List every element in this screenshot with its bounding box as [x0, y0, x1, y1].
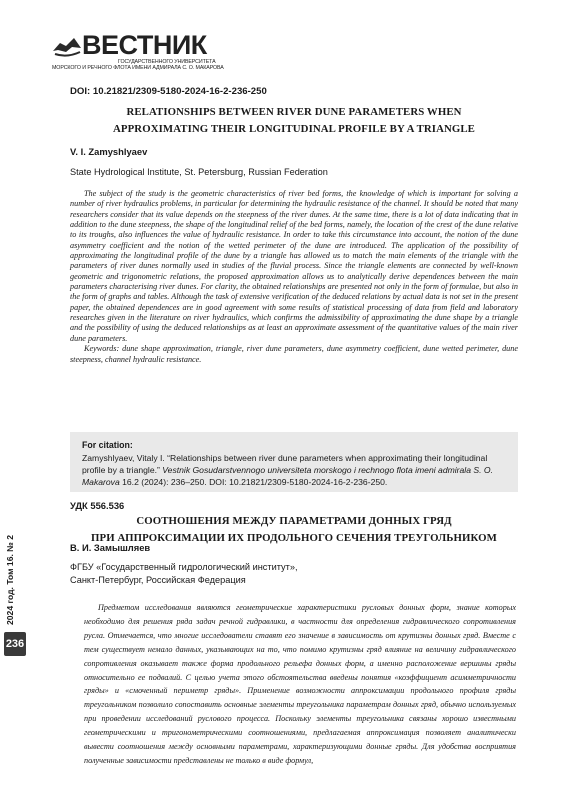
ship-emblem-icon	[52, 34, 82, 60]
russian-affiliation	[70, 561, 298, 587]
english-abstract-text: The subject of the study is the geometric characteristics of river bed forms, the knowledge of which is important for solving a number of river hydraulics problems, in particular for determining the hydraulic resistance of the channel. It should be noted that many researchers consider that its value depends on the steepness of the river dunes. At the same time, there is a lot of data indicating that in addition to the dune steepness, the shape of the longitudinal relief of the bed forms, namely, the location of the crest of the dune relative to its troughs, also influences the value of hydraulic resistance. In order to take this circumstance into account, the notion of the dune asymmetry coefficient and the notion of the wetted perimeter of the dune are introduced. The application of the possibility of approximating the longitudinal profile of the dune by a triangle has allowed us to match the main elements of the triangle with the parameters of river dunes normally used in studies of the fluvial process. Since the triangle elements are connected by well-known geometric and trigonometric relations, the proposed approximation allows us to analytically derive dependences between the main parameters characterising river dunes. For clarity, the obtained relationships are presented not only in the form of formulae, but also in the form of graphs and tables. Although the task of extensive verification of the deduced relations by actual data is not set in the present paper, the obtained dependences are in good agreement with some results of statistical processing of data from field and laboratory researches given in the literature on river hydraulics, which confirms the admissibility of approximating the dune shape by a triangle and the possibility of using the deduced relationships as at least an approximate assessment of the quantitative values of the main river dune parameters.	[70, 189, 518, 343]
citation-tail: 16.2 (2024): 236–250. DOI: 10.21821/2309-5180-2024-16-2-236-250.	[119, 477, 388, 488]
udk-code: УДК 556.536	[70, 500, 125, 511]
russian-title-line2: ПРИ АППРОКСИМАЦИИ ИХ ПРОДОЛЬНОГО СЕЧЕНИЯ ТРЕУГОЛЬНИКОМ	[91, 532, 497, 544]
doi: DOI: 10.21821/2309-5180-2024-16-2-236-250	[70, 86, 267, 97]
russian-author: В. И. Замышляев	[70, 542, 151, 553]
english-affiliation: State Hydrological Institute, St. Petersburg, Russian Federation	[70, 167, 328, 177]
citation-text	[82, 452, 512, 489]
english-author: V. I. Zamyshlyaev	[70, 146, 148, 157]
journal-logo	[52, 30, 222, 80]
citation-journal: Vestnik Gosudarstvennogo universiteta morskogo i rechnogo flota imeni admirala S. O. Makarova	[82, 465, 493, 488]
english-title-line1: RELATIONSHIPS BETWEEN RIVER DUNE PARAMETERS WHEN	[126, 106, 462, 118]
russian-affiliation-line2: Санкт-Петербург, Российская Федерация	[70, 575, 246, 585]
russian-title-line1: СООТНОШЕНИЯ МЕЖДУ ПАРАМЕТРАМИ ДОННЫХ ГРЯД	[136, 515, 452, 527]
english-keywords: Keywords: dune shape approximation, triangle, river dune parameters, dune asymmetry coefficient, dune wetted perimeter, dune steepness, channel hydraulic resistance.	[70, 344, 518, 364]
citation-plain: Zamyshlyaev, Vitaly I. “Relationships between river dune parameters when approximating their longitudinal profile by a triangle.”	[82, 453, 488, 476]
russian-affiliation-line1: ФГБУ «Государственный гидрологический институт»,	[70, 562, 298, 572]
english-abstract	[70, 189, 518, 365]
citation-heading: For citation:	[82, 440, 133, 450]
journal-name: ВЕСТНИК	[82, 30, 207, 60]
journal-subtitle	[52, 59, 278, 72]
english-title	[70, 104, 518, 138]
page-number: 236	[4, 632, 26, 656]
english-title-line2: APPROXIMATING THEIR LONGITUDINAL PROFILE BY A TRIANGLE	[113, 123, 475, 135]
russian-abstract: Предметом исследования являются геометрические характеристики русловых донных форм, знание которых необходимо для решения ряда задач речной гидравлики, в частности для определения гидравлического сопротивления русла. Отмечается, что многие исследователи ставят его значение в зависимость от крутизны донных гряд. Вместе с тем существует немало данных, указывающих на то, что помимо крутизны гряд влияние на величину гидравлического сопротивления оказывает также форма продольного рельефа донных форм, а именно расположение вершины гряды относительно ее подвалий. С целью учета этого обстоятельства введены понятия «коэффициент асимметричности гряды» и «смоченный периметр гряды». Применение возможности аппроксимации продольного профиля гряды треугольником позволило сопоставить основные элементы треугольника параметрам донных гряд, обычно используемых при проведении исследований руслового процесса. Поскольку элементы треугольника связаны хорошо известными геометрическими и тригонометрическими соотношениями, предлагаемая аппроксимация позволяет аналитически вывести соотношения между основными параметрами, характеризующими донные гряды. Для удобства восприятия полученные зависимости представлены не только в виде формул,	[84, 603, 516, 765]
citation-box	[70, 432, 518, 492]
issue-label: 2024 год. Том 16. № 2	[5, 534, 15, 625]
journal-subtitle-line2: МОРСКОГО И РЕЧНОГО ФЛОТА ИМЕНИ АДМИРАЛА С. О. МАКАРОВА	[52, 65, 224, 72]
journal-subtitle-line1: ГОСУДАРСТВЕННОГО УНИВЕРСИТЕТА	[118, 59, 216, 65]
